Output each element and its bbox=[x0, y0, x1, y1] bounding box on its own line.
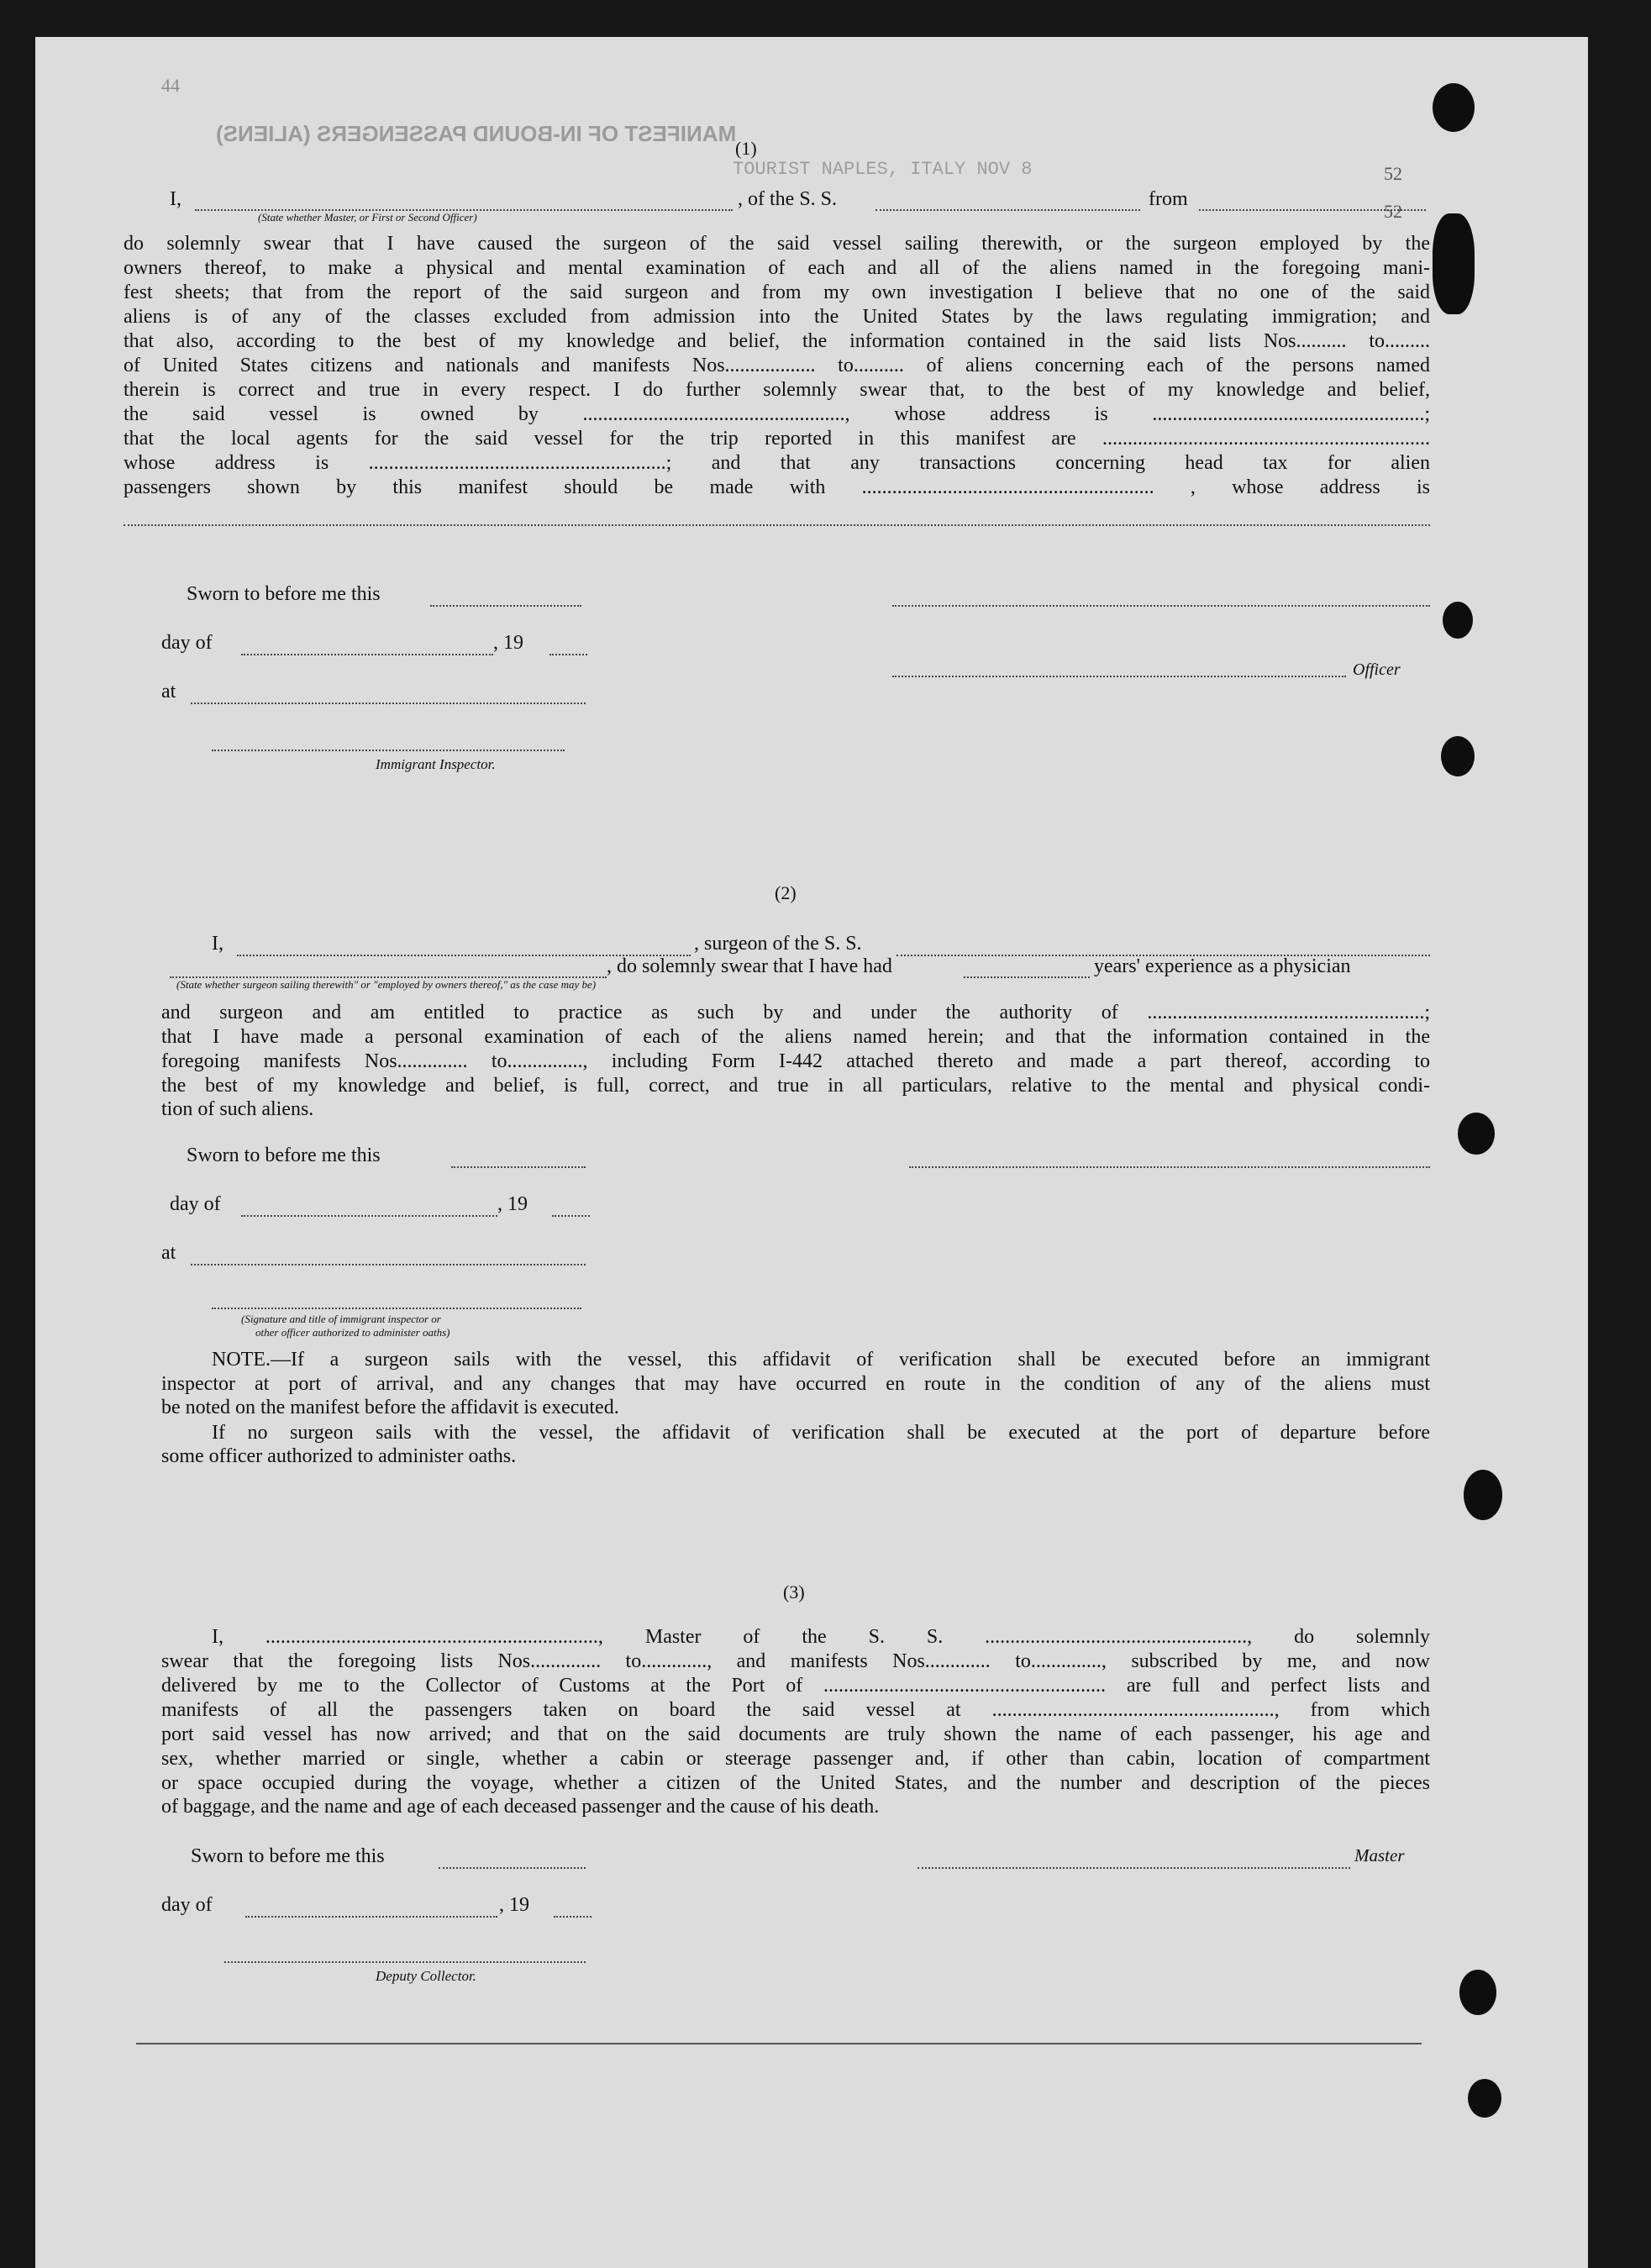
master-label: Master bbox=[1354, 1845, 1405, 1865]
blank-years bbox=[964, 976, 1090, 978]
bottom-rule bbox=[136, 2043, 1422, 2044]
affidavit-3-line: I, .................................................................., Master of the S. S. ...................................................., do solemnly bbox=[212, 1626, 1430, 1648]
blank-inspector bbox=[212, 750, 565, 751]
blank-address bbox=[124, 524, 1430, 526]
affidavit-1-caption: (State whether Master, or First or Second Officer) bbox=[258, 211, 477, 224]
blank-year bbox=[549, 654, 587, 655]
affidavit-1-line: passengers shown by this manifest should be made with .......................................................... , whose address is bbox=[124, 476, 1430, 498]
blank-sworn-date-2 bbox=[451, 1166, 586, 1168]
affidavit-2-number: (2) bbox=[775, 882, 797, 903]
affidavit-1-year: , 19 bbox=[493, 632, 523, 654]
affidavit-2-i: I, bbox=[212, 933, 223, 955]
affidavit-3-sworn: Sworn to before me this bbox=[191, 1845, 385, 1867]
affidavit-1-line: the said vessel is owned by ...................................................., whose address is ......................................................; bbox=[124, 403, 1430, 425]
blank-collector bbox=[224, 1961, 586, 1963]
affidavit-2-swear: , do solemnly swear that I have had bbox=[607, 955, 892, 977]
affidavit-2-line: foregoing manifests Nos.............. to..............., including Form I-442 attached thereto and made a part thereof, according to bbox=[161, 1050, 1430, 1072]
binder-hole bbox=[1443, 602, 1473, 639]
margin-number-1: 52 bbox=[1384, 163, 1402, 184]
blank-year-2 bbox=[552, 1215, 590, 1217]
affidavit-2-caption: (State whether surgeon sailing therewith" or "employed by owners thereof," as the case may be) bbox=[176, 978, 597, 991]
binder-hole bbox=[1441, 736, 1475, 776]
affidavit-1-line: that also, according to the best of my knowledge and belief, the information contained in the said lists Nos.......... to......... bbox=[124, 330, 1430, 352]
blank-surgeon-signature bbox=[909, 1166, 1430, 1168]
affidavit-2-sworn: Sworn to before me this bbox=[187, 1145, 381, 1166]
affidavit-1-line: fest sheets; that from the report of the said surgeon and from my own investigation I believe that no one of the said bbox=[124, 282, 1430, 303]
affidavit-1-i: I, bbox=[170, 188, 181, 210]
bleed-through-meta: TOURIST NAPLES, ITALY NOV 8 bbox=[733, 159, 1033, 180]
blank-officer-signature-1 bbox=[892, 605, 1430, 607]
affidavit-1-of-ss: , of the S. S. bbox=[738, 188, 838, 210]
affidavit-3-line: swear that the foregoing lists Nos.............. to............., and manifests Nos............. to.............., subscribed by me, and now bbox=[161, 1650, 1430, 1672]
blank-day bbox=[241, 654, 493, 655]
affidavit-1-line: aliens is of any of the classes excluded from admission into the United States by the laws regulating immigration; and bbox=[124, 306, 1430, 328]
deputy-collector-label: Deputy Collector. bbox=[376, 1968, 476, 1984]
affidavit-1-sworn: Sworn to before me this bbox=[187, 583, 381, 605]
binder-hole bbox=[1459, 1970, 1496, 2015]
blank-at bbox=[191, 703, 586, 704]
note-line: some officer authorized to administer oaths. bbox=[161, 1445, 517, 1467]
note-line: inspector at port of arrival, and any changes that may have occurred en route in the condition of any of the aliens must bbox=[161, 1373, 1430, 1395]
affidavit-2-line: and surgeon and am entitled to practice as such by and under the authority of .......................................................; bbox=[161, 1002, 1430, 1023]
affidavit-2-line: the best of my knowledge and belief, is full, correct, and true in all particulars, relative to the mental and physical condi- bbox=[161, 1075, 1430, 1097]
affidavit-3-line: manifests of all the passengers taken on board the said vessel at ........................................................, from which bbox=[161, 1699, 1430, 1721]
binder-hole bbox=[1433, 83, 1475, 132]
affidavit-1-from: from bbox=[1149, 188, 1188, 210]
binder-hole bbox=[1458, 1113, 1495, 1155]
note-line: be noted on the manifest before the affidavit is executed. bbox=[161, 1397, 619, 1418]
sig-caption-2: other officer authorized to administer oaths) bbox=[255, 1326, 450, 1339]
sig-caption-1: (Signature and title of immigrant inspector or bbox=[241, 1313, 441, 1325]
affidavit-1-at: at bbox=[161, 681, 176, 703]
blank-year-3 bbox=[554, 1916, 592, 1918]
blank-sworn-date bbox=[430, 605, 581, 607]
affidavit-3-line: or space occupied during the voyage, whether a citizen of the United States, and the number and description of the pieces bbox=[161, 1772, 1430, 1794]
affidavit-1-line: owners thereof, to make a physical and mental examination of each and all of the aliens named in the foregoing mani- bbox=[124, 257, 1430, 279]
affidavit-2-last-line: tion of such aliens. bbox=[161, 1098, 314, 1120]
corner-mark: 44 bbox=[161, 75, 180, 96]
affidavit-3-line: sex, whether married or single, whether a cabin or steerage passenger and, if other than cabin, location of compartment bbox=[161, 1748, 1430, 1770]
note-line: If no surgeon sails with the vessel, the affidavit of verification shall be executed at the port of departure before bbox=[212, 1422, 1430, 1444]
blank-at-2 bbox=[191, 1264, 586, 1266]
affidavit-1-line: of United States citizens and nationals and manifests Nos.................. to.......... of aliens concerning each of the persons named bbox=[124, 355, 1430, 376]
blank-day-2 bbox=[241, 1215, 497, 1217]
immigrant-inspector-label: Immigrant Inspector. bbox=[376, 756, 496, 772]
affidavit-3-last-line: of baggage, and the name and age of each deceased passenger and the cause of his death. bbox=[161, 1796, 880, 1818]
affidavit-2-surgeon-of-ss: , surgeon of the S. S. bbox=[694, 933, 862, 955]
affidavit-2-line: that I have made a personal examination of each of the aliens named herein; and that the information contained in the bbox=[161, 1026, 1430, 1048]
binder-hole bbox=[1468, 2079, 1501, 2118]
affidavit-3-line: port said vessel has now arrived; and that on the said documents are truly shown the name of each passenger, his age and bbox=[161, 1723, 1430, 1745]
blank-inspector-2 bbox=[212, 1308, 581, 1309]
binder-hole bbox=[1464, 1470, 1502, 1520]
affidavit-2-at: at bbox=[161, 1242, 176, 1264]
blank-officer-signature-2 bbox=[892, 676, 1346, 677]
affidavit-2-years: years' experience as a physician bbox=[1094, 955, 1351, 977]
blank-sworn-date-3 bbox=[439, 1867, 586, 1869]
blank-from bbox=[1199, 209, 1426, 211]
blank-master-signature bbox=[918, 1867, 1350, 1869]
affidavit-2-year: , 19 bbox=[497, 1193, 528, 1215]
affidavit-1-line: whose address is ...........................................................; and that any transactions concerning head tax for alien bbox=[124, 452, 1430, 474]
officer-label: Officer bbox=[1353, 660, 1401, 679]
manifest-page bbox=[35, 37, 1588, 2268]
affidavit-1-line: do solemnly swear that I have caused the surgeon of the said vessel sailing therewith, or the surgeon employed by the bbox=[124, 233, 1430, 255]
note-line: NOTE.—If a surgeon sails with the vessel, this affidavit of verification shall be executed before an immigrant bbox=[212, 1349, 1430, 1371]
affidavit-1-line: therein is correct and true in every respect. I do further solemnly swear that, to the best of my knowledge and belief, bbox=[124, 379, 1430, 401]
affidavit-3-line: delivered by me to the Collector of Customs at the Port of ........................................................ are full and perfect lists and bbox=[161, 1675, 1430, 1697]
affidavit-2-day-of: day of bbox=[170, 1193, 221, 1215]
affidavit-1-line: that the local agents for the said vessel for the trip reported in this manifest are ................................................................. bbox=[124, 428, 1430, 450]
affidavit-1-number: (1) bbox=[735, 138, 757, 159]
affidavit-3-year: , 19 bbox=[499, 1894, 529, 1916]
blank-vessel bbox=[875, 209, 1140, 211]
affidavit-3-day-of: day of bbox=[161, 1894, 213, 1916]
affidavit-1-day-of: day of bbox=[161, 632, 213, 654]
affidavit-3-number: (3) bbox=[783, 1581, 805, 1602]
margin-number-2: 52 bbox=[1384, 201, 1402, 222]
binder-hole bbox=[1433, 213, 1475, 314]
blank-day-3 bbox=[245, 1916, 497, 1918]
bleed-through-header: MANIFEST OF IN-BOUND PASSENGERS (ALIENS) bbox=[216, 121, 737, 146]
